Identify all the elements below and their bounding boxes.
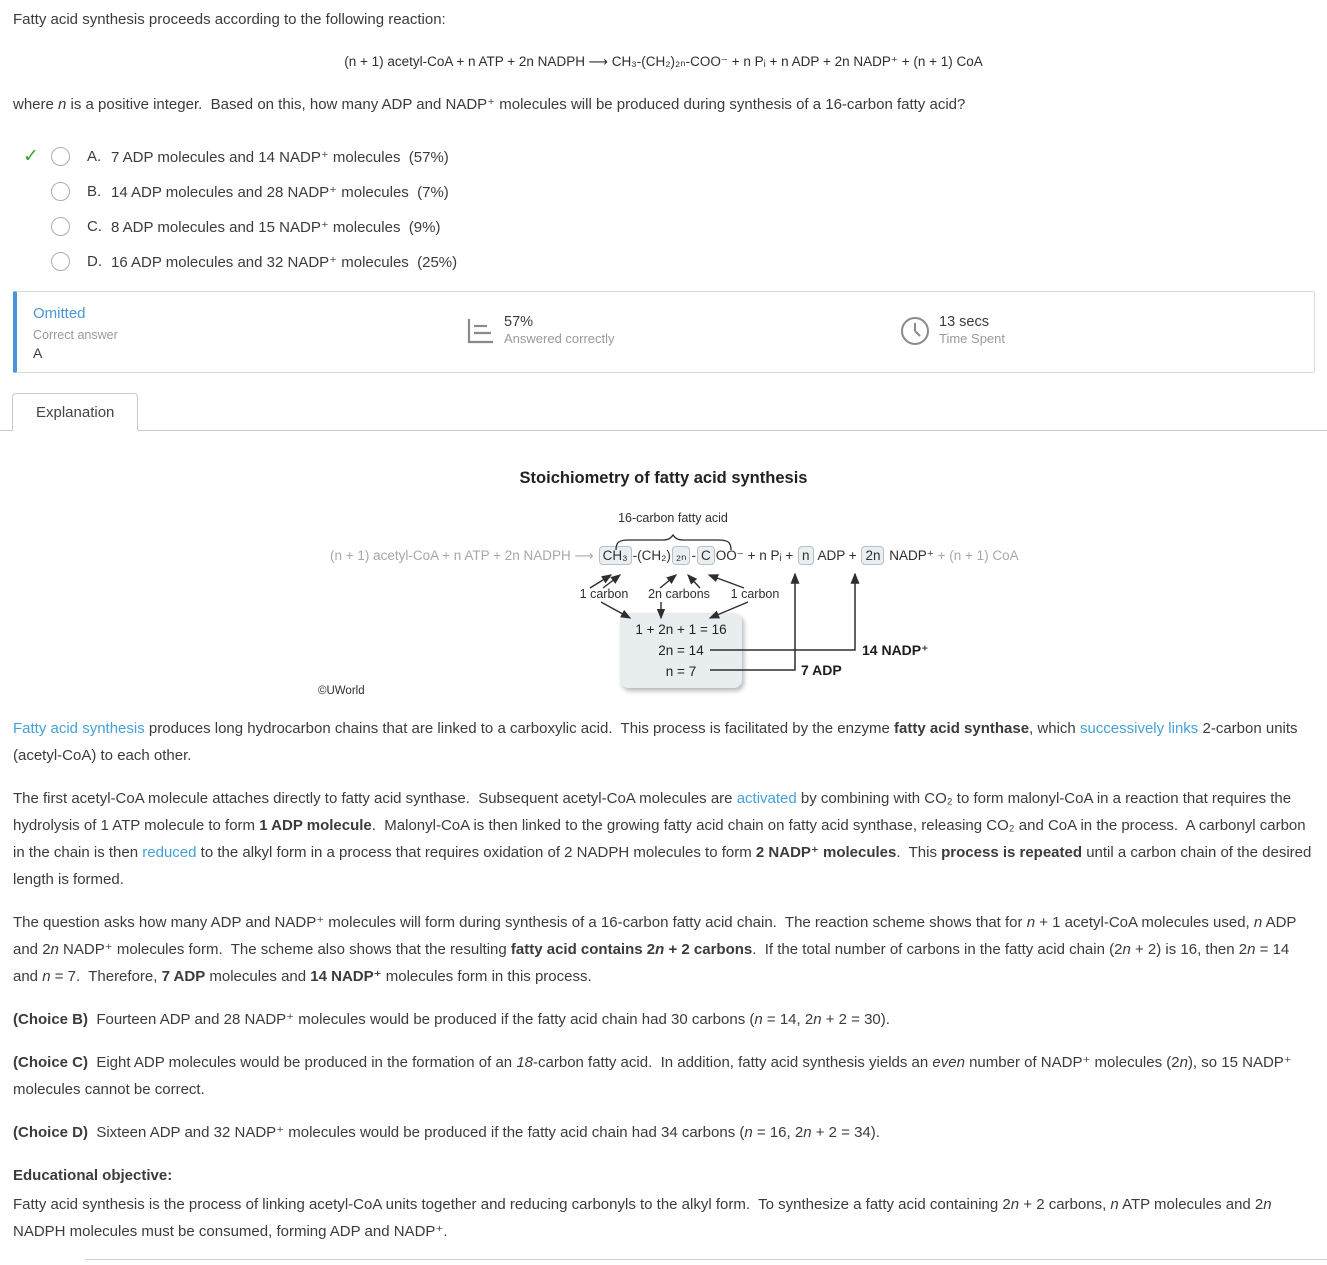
adp-result-label: 7 ADP [801, 662, 842, 678]
choice-text: 7 ADP molecules and 14 NADP⁺ molecules (57%) [111, 148, 449, 166]
choice-letter: B. [87, 183, 102, 200]
tab-explanation[interactable]: Explanation [12, 393, 138, 431]
question-block [0, 0, 1327, 279]
explanation-choice-c: (Choice C) Eight ADP molecules would be produced in the formation of an 18-carbon fatty acid. In addition, fatty acid synthesis yields an even number of NADP⁺ molecules (2n), so 15 NADP⁺ molecules cannot be correct. [13, 1054, 1292, 1098]
result-status: Omitted [33, 305, 86, 322]
choice-letter: C. [87, 218, 102, 235]
explanation-paragraph-2: The first acetyl-CoA molecule attaches directly to fatty acid synthase. Subsequent acetyl-CoA molecules are activated by combining with CO₂ to form malonyl-CoA in a reaction that requires the hydrolysis of 1 ATP molecule to form 1 ADP molecule. Malonyl-CoA is then linked to the growing fatty acid chain on fatty acid synthase, releasing CO₂ and CoA in the process. A carbonyl carbon in the chain is then reduced to the alkyl form in a process that requires oxidation of 2 NADPH molecules to form 2 NADP⁺ molecules. This process is repeated until a carbon chain of the desired length is formed. [13, 790, 1312, 888]
result-card [13, 291, 1315, 373]
answer-choice-b[interactable] [23, 174, 1314, 209]
figure-title: Stoichiometry of fatty acid synthesis [519, 469, 808, 487]
calc-box [620, 613, 742, 688]
explanation-link[interactable]: successively links [1079, 720, 1199, 737]
time-value: 13 secs [939, 314, 989, 330]
answer-choice-a[interactable] [23, 139, 1314, 174]
radio-button-c[interactable] [51, 217, 70, 236]
carbon-label-right: 1 carbon [730, 587, 780, 601]
explanation-link[interactable]: Fatty acid synthesis [13, 720, 145, 737]
bar-chart-icon [464, 315, 496, 347]
question-prompt: where n is a positive integer. Based on this, how many ADP and NADP⁺ molecules will be produced during synthesis of a 16-carbon fatty acid? [13, 96, 966, 113]
radio-button-d[interactable] [51, 252, 70, 271]
choice-text: 14 ADP molecules and 28 NADP⁺ molecules (7%) [111, 183, 449, 201]
radio-button-b[interactable] [51, 182, 70, 201]
carbon-label-middle: 2n carbons [648, 587, 710, 601]
calc-line-1: 1 + 2n + 1 = 16 [635, 622, 727, 637]
diagram [0, 496, 1327, 711]
correct-answer-value: A [33, 345, 43, 361]
answer-choice-c[interactable] [23, 209, 1314, 244]
answer-choice-d[interactable] [23, 244, 1314, 279]
nadp-result-label: 14 NADP⁺ [862, 642, 929, 658]
percent-value: 57% [504, 314, 534, 330]
carbon-label-left: 1 carbon [579, 587, 629, 601]
time-label: Time Spent [939, 331, 1005, 346]
calc-line-3: n = 7 [665, 664, 697, 679]
reaction-equation: (n + 1) acetyl-CoA + n ATP + 2n NADPH ⟶ CH₃-(CH₂)₂ₙ-COO⁻ + n Pᵢ + n ADP + 2n NADP⁺ + (n + 1) CoA [344, 54, 983, 69]
explanation-link[interactable]: activated [736, 790, 797, 807]
educational-objective-text: Fatty acid synthesis is the process of linking acetyl-CoA units together and reducing carbonyls to the alkyl form. To synthesize a fatty acid containing 2n + 2 carbons, n ATP molecules and 2n NADPH molecules must be consumed, forming ADP and NADP⁺. [13, 1196, 1272, 1240]
explanation-link[interactable]: reduced [142, 844, 197, 861]
explanation-choice-b: (Choice B) Fourteen ADP and 28 NADP⁺ molecules would be produced if the fatty acid chain had 30 carbons (n = 14, 2n + 2 = 30). [13, 1011, 890, 1028]
choice-letter: D. [87, 253, 102, 270]
time-group [899, 314, 1005, 347]
choice-letter: A. [87, 148, 102, 165]
explanation-paragraph-1: Fatty acid synthesis produces long hydrocarbon chains that are linked to a carboxylic acid. This process is facilitated by the enzyme fatty acid synthase, which successively links 2-carbon units (acetyl-CoA) to each other. [13, 720, 1298, 764]
tab-bar [0, 393, 1327, 431]
choice-text: 16 ADP molecules and 32 NADP⁺ molecules (25%) [111, 253, 458, 271]
percent-label: Answered correctly [504, 331, 615, 346]
brace-label: 16-carbon fatty acid [618, 511, 728, 525]
explanation-body [0, 715, 1327, 1245]
correct-answer-label: Correct answer [33, 328, 118, 342]
calc-line-2: 2n = 14 [658, 643, 704, 658]
bottom-divider [85, 1259, 1327, 1260]
question-intro: Fatty acid synthesis proceeds according to the following reaction: [13, 11, 446, 28]
percent-group [464, 314, 615, 347]
explanation-choice-d: (Choice D) Sixteen ADP and 32 NADP⁺ molecules would be produced if the fatty acid chain had 34 carbons (n = 16, 2n + 2 = 34). [13, 1124, 880, 1141]
radio-button-a[interactable] [51, 147, 70, 166]
uworld-copyright: ©UWorld [318, 685, 365, 697]
choice-text: 8 ADP molecules and 15 NADP⁺ molecules (9%) [111, 218, 441, 236]
diagram-equation: (n + 1) acetyl-CoA + n ATP + 2n NADPH ⟶ CH₃ -(CH₂) ₂ₙ - C OO⁻ + n Pᵢ + n ADP + 2n NADP⁺ + (n + 1) CoA [330, 548, 1019, 563]
answer-choices [13, 139, 1314, 279]
clock-icon [899, 315, 931, 347]
correct-check-icon [23, 145, 51, 168]
explanation-paragraph-3: The question asks how many ADP and NADP⁺ molecules will form during synthesis of a 16-carbon fatty acid chain. The reaction scheme shows that for n + 1 acetyl-CoA molecules used, n ADP and 2n NADP⁺ molecules form. The scheme also shows that the resulting fatty acid contains 2n + 2 carbons. If the total number of carbons in the fatty acid chain (2n + 2) is 16, then 2n = 14 and n = 7. Therefore, 7 ADP molecules and 14 NADP⁺ molecules form in this process. [13, 914, 1297, 985]
educational-objective-heading: Educational objective: [13, 1167, 173, 1184]
